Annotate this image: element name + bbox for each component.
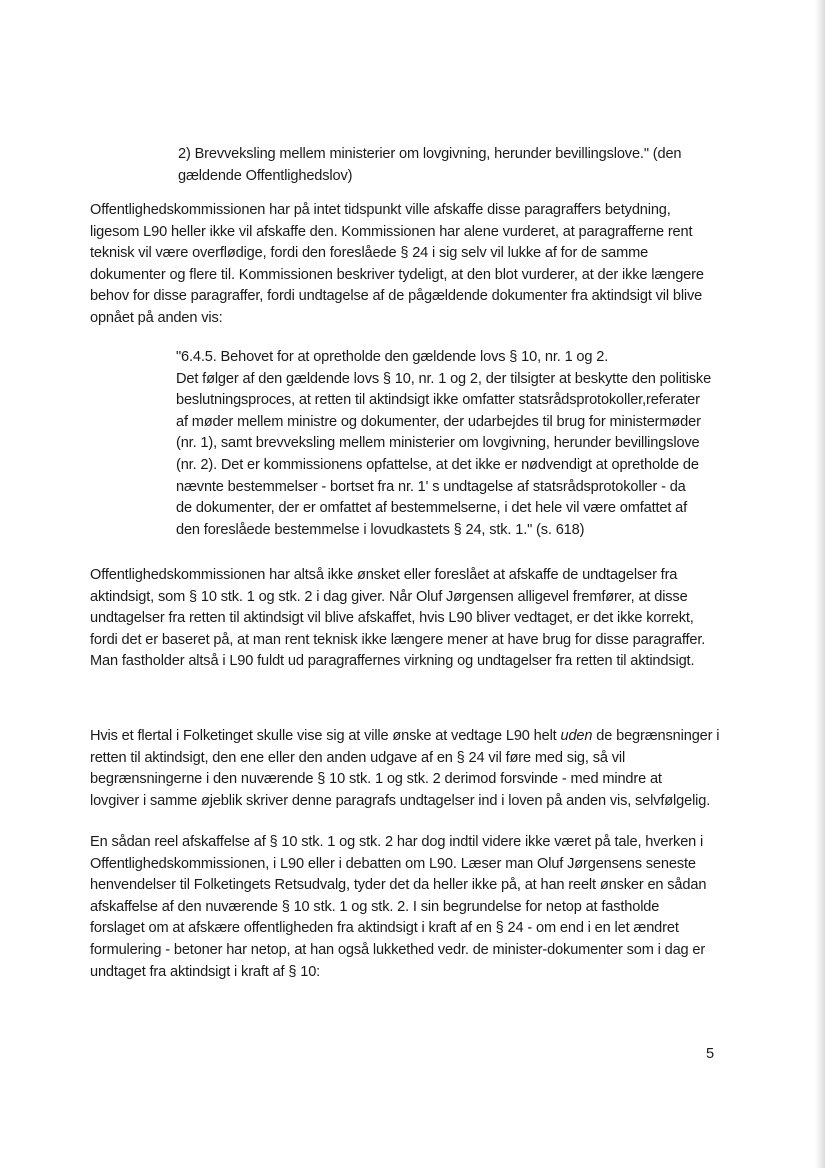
text-line: begrænsningerne i den nuværende § 10 stk. 1 og stk. 2 derimod forsvinde - med mindre at: [90, 771, 662, 788]
text-line: teknisk vil være overflødige, fordi den foreslåede § 24 i sig selv vil lukke af for de samme: [90, 245, 649, 262]
paragraph-2: [90, 565, 705, 673]
text-line: "6.4.5. Behovet for at opretholde den gældende lovs § 10, nr. 1 og 2.: [176, 349, 609, 365]
text-line: Det følger af den gældende lovs § 10, nr. 1 og 2, der tilsigter at beskytte den politiske: [176, 370, 712, 387]
text-line: retten til aktindsigt, den ene eller den anden udgave af en § 24 vil føre med sig, så vil: [90, 749, 626, 766]
block-quote: [176, 347, 711, 541]
text-line: gældende Offentlighedslov): [178, 167, 353, 184]
text-run: Hvis et flertal i Folketinget skulle vise sig at ville ønske at vedtage L90 helt: [90, 728, 561, 744]
text-line: Man fastholder altså i L90 fuldt ud paragraffernes virkning og undtagelser fra retten til aktindsigt.: [90, 653, 695, 670]
text-line: forslaget om at afskære offentligheden fra aktindsigt i kraft af en § 24 - om end i en let ændret: [90, 920, 679, 937]
text-line: lovgiver i samme øjeblik skriver denne paragrafs undtagelser ind i loven på anden vis, selvfølgelig.: [90, 792, 711, 809]
text-line: nævnte bestemmelser - bortset fra nr. 1' s undtagelse af statsrådsprotokoller - da: [176, 478, 686, 495]
text-line: En sådan reel afskaffelse af § 10 stk. 1 og stk. 2 har dog indtil videre ikke været på tale, hverken i: [90, 834, 704, 850]
text-line: (nr. 1), samt brevveksling mellem ministerier om lovgivning, herunder bevillingslove: [176, 435, 700, 452]
text-line: Offentlighedskommissionen har altså ikke ønsket eller foreslået at afskaffe de undtagelser fra: [90, 567, 678, 583]
paragraph-3: [90, 726, 719, 812]
text-line: opnået på anden vis:: [90, 309, 223, 326]
page-number: 5: [706, 1046, 715, 1062]
text-line: ligesom L90 heller ikke vil afskaffe den. Kommissionen har alene vurderet, at paragrafferne rent: [90, 223, 693, 240]
emphasis-text: uden: [560, 728, 593, 744]
text-line: fordi det er baseret på, at man rent teknisk ikke længere mener at have brug for disse paragraffer.: [90, 631, 706, 648]
text-line: aktindsigt, som § 10 stk. 1 og stk. 2 i dag giver. Når Oluf Jørgensen alligevel fremfører, at disse: [90, 588, 688, 605]
paragraph-4: [90, 832, 706, 983]
text-line: Offentlighedskommissionen, i L90 eller i debatten om L90. Læser man Oluf Jørgensens seneste: [90, 855, 696, 872]
text-line: behov for disse paragraffer, fordi undtagelse af de pågældende dokumenter fra aktindsigt vil blive: [90, 288, 703, 305]
intro-quote: [178, 144, 681, 187]
page-edge-shadow: [815, 0, 825, 1168]
text-line: dokumenter og flere til. Kommissionen beskriver tydeligt, at den blot vurderer, at der ikke længere: [90, 266, 704, 283]
text-line: formulering - betoner har netop, at han også lukkethed vedr. de minister-dokumenter som i dag er: [90, 941, 706, 958]
text-line: af møder mellem ministre og dokumenter, der udarbejdes til brug for ministermøder: [176, 413, 701, 430]
text-line: Offentlighedskommissionen har på intet tidspunkt ville afskaffe disse paragraffers betydning,: [90, 202, 671, 218]
text-line: undtagelser fra retten til aktindsigt vil blive afskaffet, hvis L90 bliver vedtaget, er det ikke korrekt,: [90, 610, 694, 627]
text-line: henvendelser til Folketingets Retsudvalg, tyder det da heller ikke på, at han reelt ønsker en sådan: [90, 877, 707, 894]
paragraph-1: [90, 200, 704, 330]
text-line: beslutningsproces, at retten til aktindsigt ikke omfatter statsrådsprotokoller,referater: [176, 392, 700, 409]
text-line: (nr. 2). Det er kommissionens opfattelse, at det ikke er nødvendigt at opretholde de: [176, 456, 699, 473]
text-line: [90, 726, 719, 748]
text-line: afskaffelse af den nuværende § 10 stk. 1 og stk. 2. I sin begrundelse for netop at fastholde: [90, 898, 660, 915]
text-run: de begrænsninger i: [592, 728, 720, 744]
text-line: undtaget fra aktindsigt i kraft af § 10:: [90, 963, 321, 980]
text-line: den foreslåede bestemmelse i lovudkastets § 24, stk. 1." (s. 618): [176, 521, 585, 538]
text-line: de dokumenter, der er omfattet af bestemmelserne, i det hele vil være omfattet af: [176, 500, 688, 517]
text-line: 2) Brevveksling mellem ministerier om lovgivning, herunder bevillingslove." (den: [178, 146, 682, 162]
